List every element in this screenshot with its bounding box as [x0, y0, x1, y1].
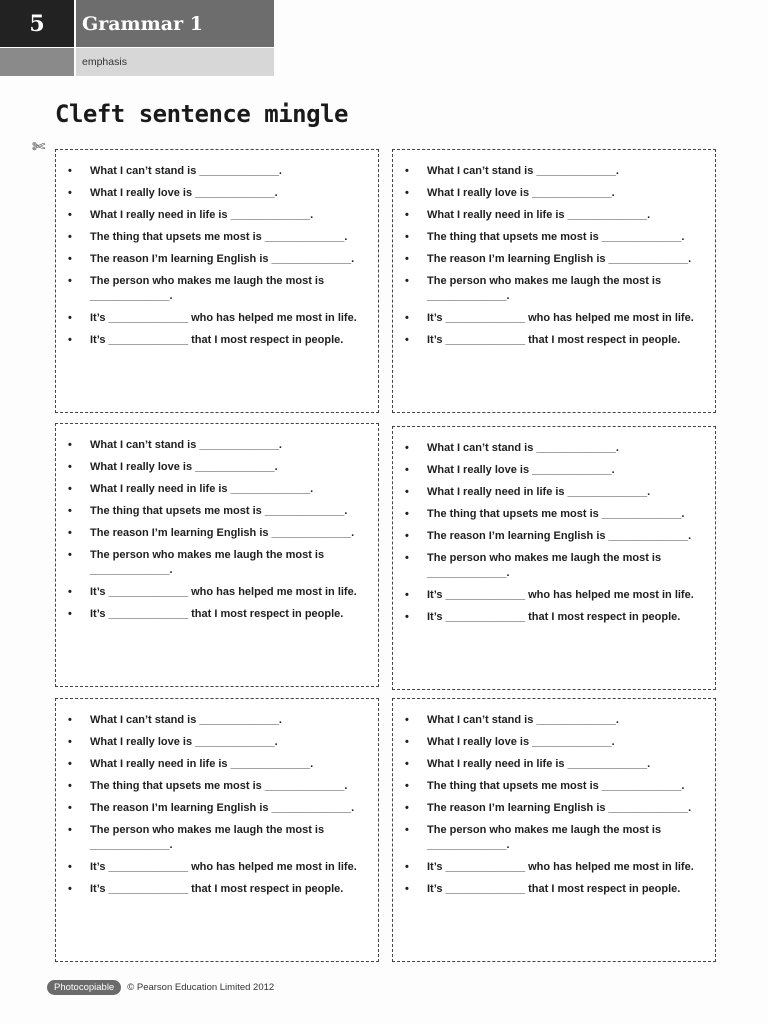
photocopiable-badge: Photocopiable — [47, 980, 121, 995]
bullet-icon: • — [68, 334, 72, 346]
card-5 — [55, 698, 379, 962]
bullet-icon: • — [405, 442, 409, 454]
list-item — [68, 438, 370, 453]
list-item — [68, 504, 370, 519]
list-item — [68, 548, 370, 578]
list-item — [405, 186, 707, 201]
list-item — [405, 164, 707, 179]
bullet-icon: • — [405, 736, 409, 748]
list-item — [405, 610, 707, 625]
list-item — [405, 230, 707, 245]
sentence-text: It’s _____________ who has helped me most in life. — [427, 861, 694, 873]
list-item — [68, 607, 370, 622]
card-2 — [392, 149, 716, 413]
bullet-icon: • — [68, 824, 72, 836]
bullet-icon: • — [405, 611, 409, 623]
bullet-icon: • — [68, 736, 72, 748]
list-item — [68, 333, 370, 348]
list-item — [405, 252, 707, 267]
bullet-icon: • — [405, 802, 409, 814]
list-item — [405, 823, 707, 853]
header-decor — [0, 48, 74, 76]
sentence-text: The thing that upsets me most is _____________. — [90, 505, 348, 517]
sentence-text: What I can’t stand is _____________. — [90, 439, 282, 451]
bullet-icon: • — [68, 312, 72, 324]
bullet-icon: • — [405, 253, 409, 265]
bullet-icon: • — [405, 780, 409, 792]
list-item — [68, 186, 370, 201]
sentence-text: The thing that upsets me most is _____________. — [427, 780, 685, 792]
sentence-text: What I really love is _____________. — [427, 736, 615, 748]
list-item — [68, 230, 370, 245]
sentence-text: The person who makes me laugh the most is _____________. — [90, 824, 325, 851]
list-item — [405, 882, 707, 897]
bullet-icon: • — [68, 187, 72, 199]
card-3 — [55, 423, 379, 687]
bullet-icon: • — [68, 505, 72, 517]
sentence-text: The reason I’m learning English is _____________. — [90, 527, 355, 539]
sentence-text: The thing that upsets me most is _____________. — [90, 780, 348, 792]
bullet-icon: • — [405, 552, 409, 564]
sentence-text: What I can’t stand is _____________. — [90, 714, 282, 726]
sentence-text: What I really love is _____________. — [427, 187, 615, 199]
sentence-text: The thing that upsets me most is _____________. — [427, 231, 685, 243]
sentence-text: What I can’t stand is _____________. — [90, 165, 282, 177]
unit-number: 5 — [0, 0, 74, 47]
list-item — [405, 713, 707, 728]
bullet-icon: • — [68, 714, 72, 726]
sentence-text: The person who makes me laugh the most is _____________. — [427, 552, 662, 579]
bullet-icon: • — [405, 589, 409, 601]
list-item — [68, 164, 370, 179]
sentence-text: It’s _____________ who has helped me most in life. — [427, 312, 694, 324]
sentence-text: What I really need in life is _____________. — [427, 209, 651, 221]
list-item — [405, 588, 707, 603]
sentence-text: What I really need in life is _____________. — [427, 486, 651, 498]
section-title: Grammar 1 — [76, 0, 274, 47]
bullet-icon: • — [405, 312, 409, 324]
bullet-icon: • — [68, 461, 72, 473]
list-item — [405, 507, 707, 522]
bullet-icon: • — [68, 209, 72, 221]
page-title: Cleft sentence mingle — [55, 100, 348, 128]
bullet-icon: • — [405, 758, 409, 770]
sentence-text: What I really need in life is _____________. — [427, 758, 651, 770]
list-item — [405, 463, 707, 478]
list-item — [405, 441, 707, 456]
sentence-text: What I can’t stand is _____________. — [427, 442, 619, 454]
list-item — [405, 779, 707, 794]
list-item — [68, 779, 370, 794]
bullet-icon: • — [405, 334, 409, 346]
list-item — [405, 801, 707, 816]
bullet-icon: • — [405, 165, 409, 177]
sentence-text: What I really need in life is _____________. — [90, 209, 314, 221]
sentence-text: It’s _____________ that I most respect in people. — [90, 334, 344, 346]
list-item — [68, 757, 370, 772]
bullet-icon: • — [68, 483, 72, 495]
list-item — [68, 713, 370, 728]
list-item — [68, 860, 370, 875]
sentence-text: The reason I’m learning English is _____________. — [427, 802, 692, 814]
bullet-icon: • — [68, 861, 72, 873]
card-4 — [392, 426, 716, 690]
list-item — [68, 526, 370, 541]
sentence-text: What I really need in life is _____________. — [90, 758, 314, 770]
bullet-icon: • — [405, 824, 409, 836]
list-item — [68, 208, 370, 223]
list-item — [405, 208, 707, 223]
sentence-text: It’s _____________ that I most respect in people. — [427, 883, 681, 895]
bullet-icon: • — [68, 758, 72, 770]
sentence-text: What I really love is _____________. — [90, 461, 278, 473]
list-item — [405, 311, 707, 326]
list-item — [405, 333, 707, 348]
sentence-text: The person who makes me laugh the most is _____________. — [90, 549, 325, 576]
bullet-icon: • — [405, 464, 409, 476]
sentence-text: The person who makes me laugh the most is _____________. — [427, 275, 662, 302]
sentence-text: It’s _____________ who has helped me most in life. — [90, 586, 357, 598]
sentence-text: The reason I’m learning English is _____________. — [427, 253, 692, 265]
list-item — [405, 485, 707, 500]
sentence-text: The person who makes me laugh the most is _____________. — [427, 824, 662, 851]
card-6 — [392, 698, 716, 962]
sentence-text: The person who makes me laugh the most is _____________. — [90, 275, 325, 302]
sentence-text: What I really love is _____________. — [90, 736, 278, 748]
bullet-icon: • — [68, 439, 72, 451]
scissors-icon: ✄ — [32, 139, 46, 156]
bullet-icon: • — [68, 549, 72, 561]
bullet-icon: • — [68, 253, 72, 265]
bullet-icon: • — [68, 165, 72, 177]
bullet-icon: • — [68, 275, 72, 287]
list-item — [68, 460, 370, 475]
bullet-icon: • — [405, 187, 409, 199]
bullet-icon: • — [68, 802, 72, 814]
sentence-text: What I really love is _____________. — [427, 464, 615, 476]
card-1 — [55, 149, 379, 413]
list-item — [405, 274, 707, 304]
bullet-icon: • — [405, 508, 409, 520]
bullet-icon: • — [405, 530, 409, 542]
sentence-text: The reason I’m learning English is _____________. — [90, 253, 355, 265]
list-item — [405, 735, 707, 750]
copyright: © Pearson Education Limited 2012 — [127, 982, 275, 993]
bullet-icon: • — [68, 586, 72, 598]
sentence-text: It’s _____________ that I most respect in people. — [90, 883, 344, 895]
list-item — [68, 735, 370, 750]
bullet-icon: • — [405, 231, 409, 243]
bullet-icon: • — [405, 486, 409, 498]
bullet-icon: • — [405, 714, 409, 726]
sentence-text: What I really love is _____________. — [90, 187, 278, 199]
bullet-icon: • — [405, 861, 409, 873]
sentence-text: What I can’t stand is _____________. — [427, 714, 619, 726]
sentence-text: It’s _____________ that I most respect in people. — [90, 608, 344, 620]
bullet-icon: • — [405, 209, 409, 221]
list-item — [68, 823, 370, 853]
bullet-icon: • — [68, 780, 72, 792]
list-item — [405, 860, 707, 875]
bullet-icon: • — [68, 231, 72, 243]
bullet-icon: • — [405, 275, 409, 287]
list-item — [68, 311, 370, 326]
sentence-text: What I really need in life is _____________. — [90, 483, 314, 495]
bullet-icon: • — [405, 883, 409, 895]
sentence-text: The thing that upsets me most is _____________. — [427, 508, 685, 520]
sentence-text: The thing that upsets me most is _____________. — [90, 231, 348, 243]
footer — [47, 980, 274, 995]
list-item — [405, 757, 707, 772]
list-item — [68, 585, 370, 600]
list-item — [68, 252, 370, 267]
sentence-text: It’s _____________ that I most respect in people. — [427, 334, 681, 346]
sentence-text: It’s _____________ who has helped me most in life. — [90, 312, 357, 324]
list-item — [68, 882, 370, 897]
sentence-text: The reason I’m learning English is _____________. — [427, 530, 692, 542]
sentence-text: What I can’t stand is _____________. — [427, 165, 619, 177]
list-item — [68, 274, 370, 304]
list-item — [405, 529, 707, 544]
list-item — [68, 482, 370, 497]
bullet-icon: • — [68, 883, 72, 895]
topic-label: emphasis — [76, 48, 274, 76]
bullet-icon: • — [68, 527, 72, 539]
list-item — [405, 551, 707, 581]
sentence-text: It’s _____________ who has helped me most in life. — [90, 861, 357, 873]
bullet-icon: • — [68, 608, 72, 620]
sentence-text: The reason I’m learning English is _____________. — [90, 802, 355, 814]
list-item — [68, 801, 370, 816]
sentence-text: It’s _____________ who has helped me most in life. — [427, 589, 694, 601]
sentence-text: It’s _____________ that I most respect in people. — [427, 611, 681, 623]
